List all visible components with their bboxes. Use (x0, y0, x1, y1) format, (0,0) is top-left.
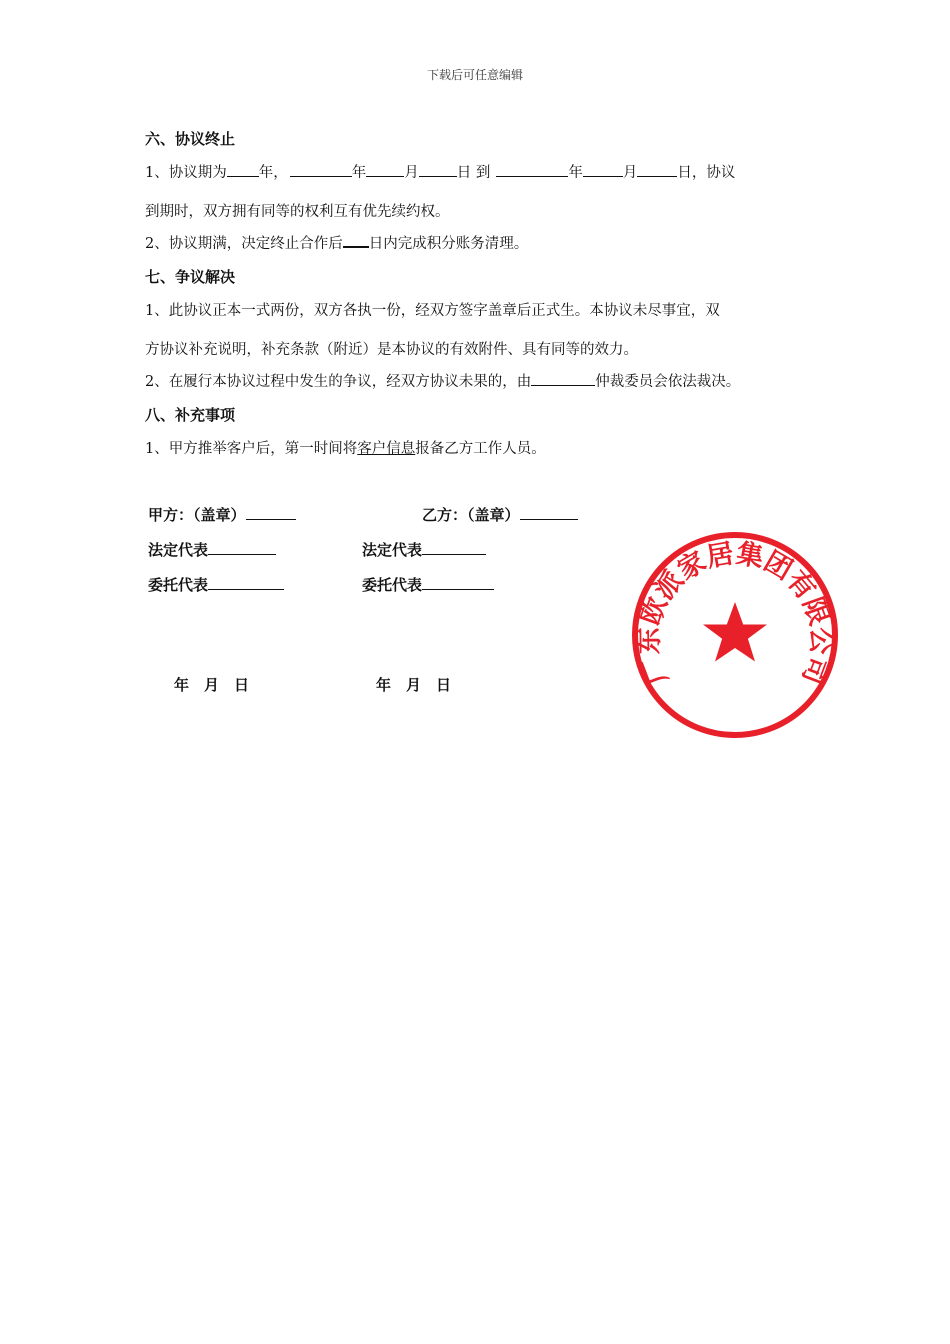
text-fragment: 日内完成积分账务清理。 (368, 236, 529, 252)
text-fragment: 报备乙方工作人员。 (415, 441, 546, 457)
section-title-dispute: 七、争议解决 (145, 268, 236, 286)
section-title-termination: 六、协议终止 (145, 130, 236, 148)
legal-rep-a-label: 法定代表 (148, 541, 209, 559)
section-title-supplement: 八、补充事项 (145, 406, 236, 424)
blank-field[interactable] (419, 162, 457, 177)
seal-star-icon (703, 602, 767, 662)
termination-item-2 (145, 232, 528, 253)
text-fragment: 1、甲方推举客户后，第一时间将 (145, 441, 358, 457)
party-a-seal (148, 504, 296, 525)
blank-field[interactable] (531, 371, 595, 386)
blank-field[interactable] (520, 505, 578, 520)
text-fragment: 年 (568, 165, 583, 181)
text-fragment: 年 (351, 165, 367, 181)
blank-field[interactable] (496, 162, 568, 177)
legal-rep-b-label: 法定代表 (362, 541, 423, 559)
text-fragment: 1、协议期为 (145, 165, 227, 181)
blank-field[interactable] (583, 162, 623, 177)
text-fragment: 日 到 (456, 165, 491, 181)
blank-field[interactable] (290, 162, 352, 177)
blank-field[interactable] (422, 540, 486, 555)
text-fragment: 年， (258, 165, 288, 181)
text-fragment: 月 (622, 165, 638, 181)
blank-field[interactable] (422, 575, 494, 590)
page-header-note: 下载后可任意编辑 (426, 68, 523, 82)
text-fragment: 月 (404, 165, 419, 181)
legal-rep-a (148, 539, 276, 560)
dispute-item-2 (145, 370, 740, 391)
customer-info-text: 客户信息 (357, 441, 416, 457)
party-b-seal (422, 504, 578, 525)
seal-text: 广东欧派家居集团有限公司 (633, 538, 837, 689)
termination-item-1-cont: 到期时，双方拥有同等的权利互有优先续约权。 (145, 204, 450, 220)
agent-b (362, 574, 494, 595)
agent-b-label: 委托代表 (362, 576, 423, 594)
party-a-label: 甲方：（盖章） (148, 506, 246, 524)
agent-a-label: 委托代表 (148, 576, 209, 594)
date-a: 年 月 日 (174, 676, 250, 694)
blank-field[interactable] (637, 162, 677, 177)
dispute-item-1-cont: 方协议补充说明，补充条款（附近）是本协议的有效附件、具有同等的效力。 (145, 342, 638, 358)
blank-field[interactable] (343, 232, 369, 248)
text-fragment: 日，协议 (677, 165, 736, 181)
agent-a (148, 574, 284, 595)
blank-field[interactable] (246, 505, 296, 520)
text-fragment: 仲裁委员会依法裁决。 (595, 374, 741, 390)
company-seal-stamp (628, 528, 842, 742)
blank-field[interactable] (208, 575, 284, 590)
blank-field[interactable] (227, 162, 259, 177)
termination-item-1 (145, 161, 735, 182)
legal-rep-b (362, 539, 486, 560)
supplement-item-1 (145, 437, 546, 458)
blank-field[interactable] (208, 540, 276, 555)
text-fragment: 2、在履行本协议过程中发生的争议，经双方协议未果的，由 (145, 374, 532, 390)
dispute-item-1: 1、此协议正本一式两份，双方各执一份，经双方签字盖章后正式生。本协议未尽事宜，双 (145, 303, 720, 319)
date-b: 年 月 日 (376, 676, 452, 694)
party-b-label: 乙方：（盖章） (422, 506, 520, 524)
text-fragment: 2、协议期满，决定终止合作后 (145, 236, 343, 252)
blank-field[interactable] (366, 162, 404, 177)
